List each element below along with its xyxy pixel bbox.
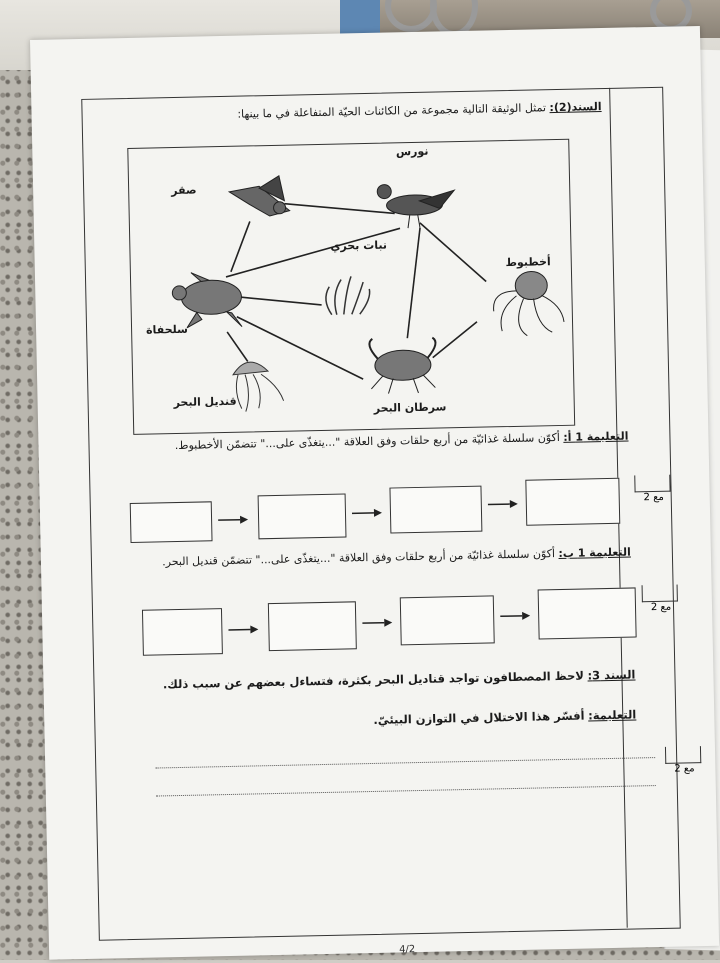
instruction-text: أفسّر هذا الاختلال في التوازن البيئيّ. <box>373 709 584 727</box>
gull-icon <box>377 183 455 229</box>
seaweed-icon <box>325 276 370 315</box>
label-seaweed: نبات بحري <box>330 239 387 253</box>
label-turtle: سلحفاة <box>146 323 188 337</box>
source2-text: تمثل الوثيقة التالية مجموعة من الكائنات الحيّة المتفاعلة في ما بينها: <box>237 101 546 120</box>
instruction1a-text: أكوّن سلسلة غذائيّة من أربع حلقات وفق العلاقة "...يتغذّى على..." تتضمّن الأخطبوط. <box>175 431 560 452</box>
chain1a-box-2[interactable] <box>258 493 347 539</box>
label-gull: نورس <box>396 145 429 159</box>
arrow-icon <box>228 623 258 636</box>
jellyfish-icon <box>233 361 284 411</box>
hawk-icon <box>229 176 290 217</box>
chain1a-box-4[interactable] <box>525 478 620 526</box>
source2-label: السند(2): <box>549 100 601 114</box>
turtle-icon <box>172 272 242 328</box>
arrow-icon <box>352 507 382 520</box>
instruction1a-label: التعليمة 1 أ: <box>563 430 628 444</box>
grade-value-2: مع 2 <box>642 602 680 614</box>
chain1a-box-3[interactable] <box>389 486 482 534</box>
grade-value-3: مع 2 <box>665 763 703 775</box>
label-jellyfish: قنديل البحر <box>173 395 236 409</box>
instruction1b-label: التعليمة 1 ب: <box>558 546 631 561</box>
arrow-icon <box>362 617 392 630</box>
food-web-diagram <box>127 139 575 435</box>
chain1b-box-3[interactable] <box>400 595 495 645</box>
grade-box-1[interactable] <box>634 475 669 506</box>
grade-value-1: مع 2 <box>635 492 673 504</box>
label-crab: سرطان البحر <box>374 400 447 415</box>
label-octopus: أخطبوط <box>505 255 550 269</box>
arrow-icon <box>500 610 530 623</box>
label-hawk: صقر <box>171 184 197 198</box>
chain1b-box-2[interactable] <box>268 601 357 651</box>
arrow-icon <box>488 498 518 511</box>
octopus-icon <box>493 271 564 336</box>
crab-icon <box>369 338 436 394</box>
source3-label: السند 3: <box>587 667 635 682</box>
instruction1b-text: أكوّن سلسلة غذائيّة من أربع حلقات وفق العلاقة "...يتغذّى على..." تتضمّن قنديل البحر. <box>162 547 555 568</box>
instruction-label: التعليمة: <box>588 707 636 722</box>
grade-box-2[interactable] <box>642 585 677 616</box>
grade-box-3[interactable] <box>665 746 700 777</box>
page-number: 4/2 <box>399 944 415 955</box>
arrow-icon <box>218 514 248 527</box>
chain1b-box-4[interactable] <box>538 587 637 639</box>
chain1b-box-1[interactable] <box>142 608 223 656</box>
exam-sheet <box>30 26 719 960</box>
chain1a-box-1[interactable] <box>130 501 213 543</box>
source3-text: لاحظ المصطافون تواجد قناديل البحر بكثرة، فتساءل بعضهم عن سبب ذلك. <box>163 669 584 692</box>
